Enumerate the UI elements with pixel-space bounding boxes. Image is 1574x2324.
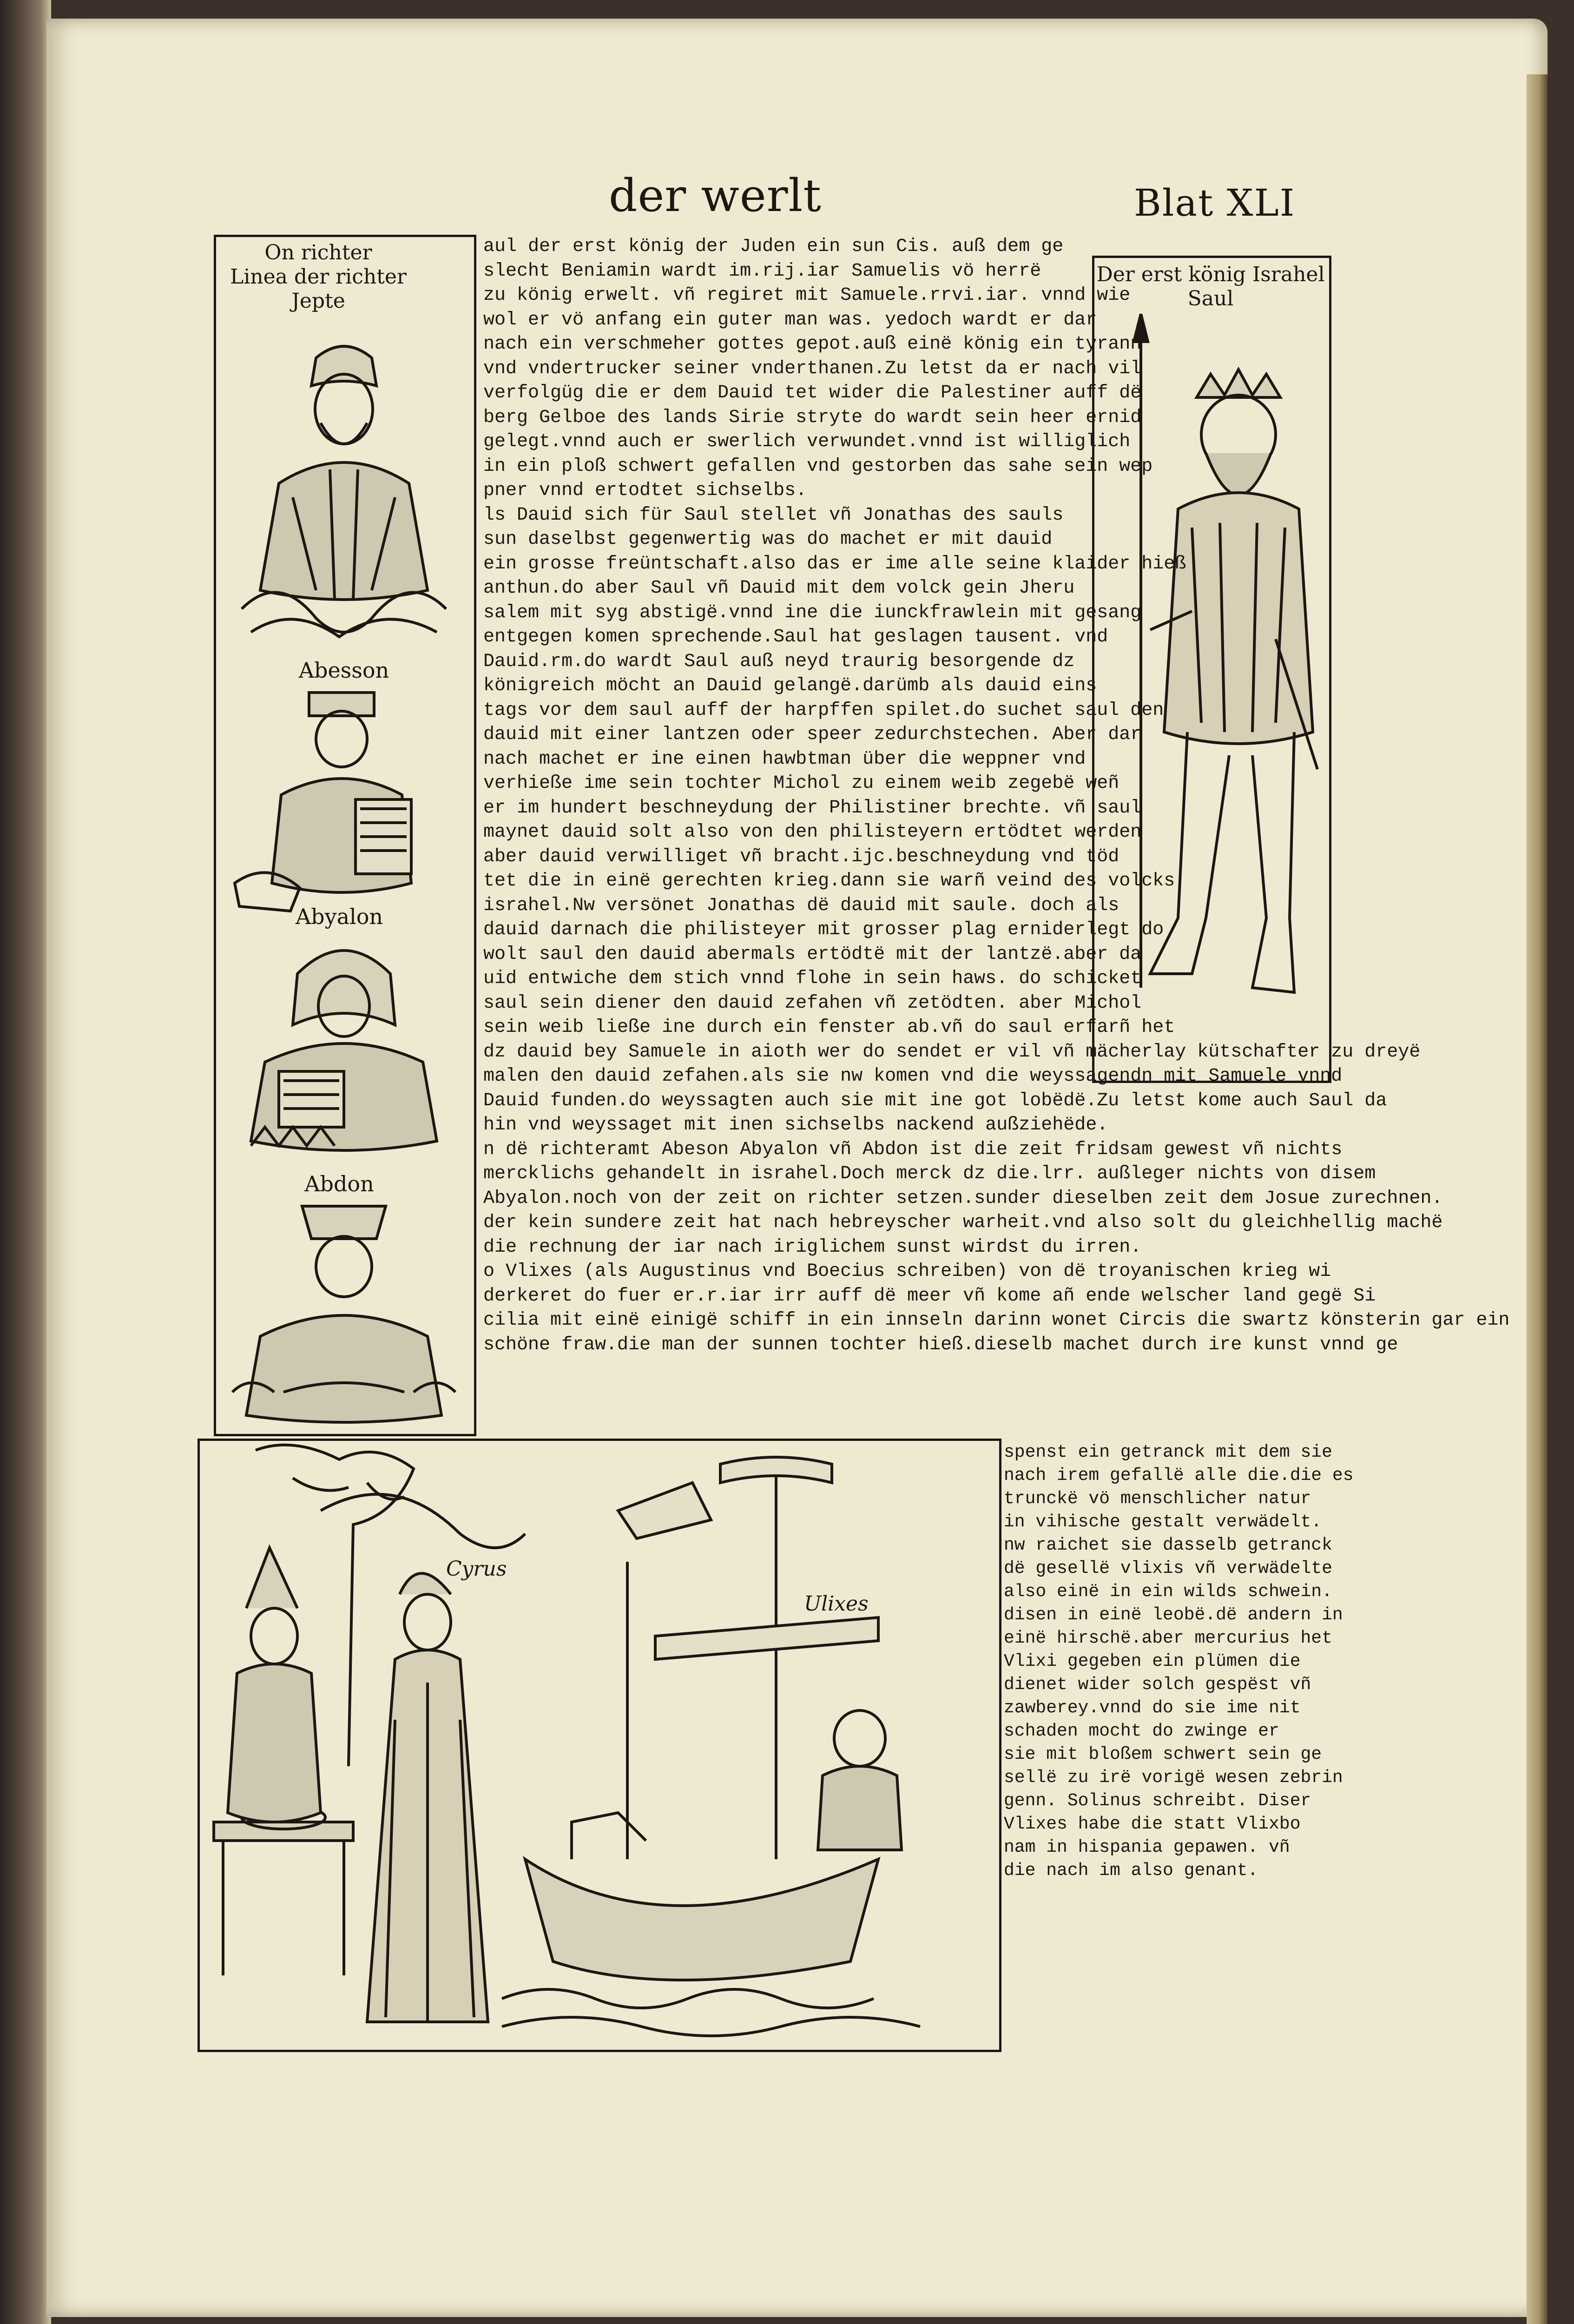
woodcut-label-cyrus: Cyrus xyxy=(446,1557,507,1581)
abyalon-portrait-woodcut xyxy=(223,932,465,1164)
side-body-text: spenst ein getranck mit dem sie nach irem gefallë alle die.die es trunckë vö menschlicher natur in vihische gestalt verwädelt. nw raichet sie dasselb getranck dë gesellë vlixis vñ verwädelte also einë in ein wilds schwein. disen in einë leobë.dë andern in einë hirschë.aber mercurius het Vlixi gegeben ein plümen die dienet wider solch gespëst vñ zawberey.vnnd do sie ime nit schaden mocht do zwinge er sie mit bloßem schwert sein ge sellë zu irë vorigë wesen zebrin genn. Solinus schreibt. Diser Vlixes habe die statt Vlixbo nam in hispania gepawen. vñ die nach im also genant. xyxy=(1004,1442,1354,1881)
running-head: der werlt xyxy=(609,170,822,222)
woodcut-label-ulixes: Ulixes xyxy=(804,1592,869,1616)
portrait-heading-line: Linea der richter xyxy=(230,265,407,289)
portrait-name-abdon: Abdon xyxy=(304,1171,374,1196)
portrait-name-abesson: Abesson xyxy=(298,658,389,683)
book-binding-edge xyxy=(0,0,51,2324)
portrait-heading-line: On richter xyxy=(264,241,372,264)
saul-caption-line: Saul xyxy=(1187,287,1234,310)
folio-number: Blat XLI xyxy=(1134,181,1296,224)
portrait-heading xyxy=(221,241,416,313)
abesson-portrait-woodcut xyxy=(225,683,462,916)
portrait-name-abyalon: Abyalon xyxy=(295,904,383,929)
circe-ulysses-woodcut-frame xyxy=(198,1439,1001,2052)
saul-caption-line: Der erst könig Israhel xyxy=(1096,263,1325,286)
portrait-heading-line: Jepte xyxy=(291,289,345,313)
jepte-portrait-woodcut xyxy=(223,330,465,655)
page-fore-edge xyxy=(1527,74,1548,2324)
main-body-text: aul der erst könig der Juden ein sun Cis. auß dem ge slecht Beniamin wardt im.rij.iar Samuelis vö herrë zu könig erwelt. vñ regiret mit Samuele.rrvi.iar. vnnd wie wol er vö anfang ein guter man was. yedoch wardt er dar nach ein verschmeher gottes gepot.auß einë könig ein tyrann vnd vndertrucker seiner vnderthanen.Zu letst da er nach vil verfolgüg die er dem Dauid tet wider die Palestiner auff dë berg Gelboe des lands Sirie stryte do wardt sein heer ernid gelegt.vnnd auch er swerlich verwundet.vnnd ist williglich in ein ploß schwert gefallen vnd gestorben das sahe sein wep pner vnnd ertodtet sichselbs. ls Dauid sich für Saul stellet vñ Jonathas des sauls sun daselbst gegenwertig was do machet er mit dauid ein grosse freüntschaft.also das er ime alle seine klaider hieß anthun.do aber Saul vñ Dauid mit dem volck gein Jheru salem mit syg abstigë.vnnd ine die iunckfrawlein mit gesang entgegen komen sprechende.Saul hat geslagen tausent. vnd Dauid.rm.do wardt Saul auß neyd traurig besorgende dz königreich möcht an Dauid gelangë.darümb als dauid eins tags vor dem saul auff der harpffen spilet.do suchet saul den dauid mit einer lantzen oder speer zedurchstechen. Aber dar nach machet er ine einen hawbtman über die weppner vnd verhieße ime sein tochter Michol zu einem weib zegebë weñ er im hundert beschneydung der Philistiner brechte. vñ saul maynet dauid solt also von den philisteyern ertödtet werden aber dauid verwilliget vñ bracht.ijc.beschneydung vnd töd tet die in einë gerechten krieg.dann sie warñ veind des volcks israhel.Nw versönet Jonathas dë dauid mit saule. doch als dauid darnach die philisteyer mit grosser plag erniderlegt do wolt saul den dauid abermals ertödtë mit der lantzë.aber da uid entwiche dem stich vnnd flohe in sein haws. do schicket saul sein diener den dauid zefahen vñ zetödten. aber Michol sein weib ließe ine durch ein fenster ab.vñ do saul erfarñ het dz dauid bey Samuele in aioth wer do sendet er vil vñ mächerlay kütschafter zu dreyë malen den dauid zefahen.als sie nw komen vnd die weyssagendn mit Samuele vnnd Dauid funden.do weyssagten auch sie mit ine got lobëdë.Zu letst kome auch Saul da hin vnd weyssaget mit inen sichselbs nackend außziehëde. n dë richteramt Abeson Abyalon vñ Abdon ist die zeit fridsam gewest vñ nichts mercklichs gehandelt in israhel.Doch merck dz die.lrr. außleger nichts von disem Abyalon.noch von der zeit on richter setzen.sunder dieselben zeit dem Josue zurechnen. der kein sundere zeit hat nach hebreyscher warheit.vnd also solt du gleichhellig machë die rechnung der iar nach iriglichem sunst wirdst du irren. o Vlixes (als Augustinus vnd Boecius schreiben) von dë troyanischen krieg wi derkeret do fuer er.r.iar irr auff dë meer vñ kome añ ende welscher land gegë Si cilia mit einë einigë schiff in ein innseln darinn wonet Circis die swartz könsterin gar ein schöne fraw.die man der sunnen tochter hieß.dieselb machet durch ire kunst vnnd ge xyxy=(483,236,1510,1355)
abdon-portrait-woodcut xyxy=(223,1197,465,1429)
circe-ulysses-woodcut xyxy=(200,1441,994,2045)
judges-portrait-column xyxy=(214,235,476,1436)
